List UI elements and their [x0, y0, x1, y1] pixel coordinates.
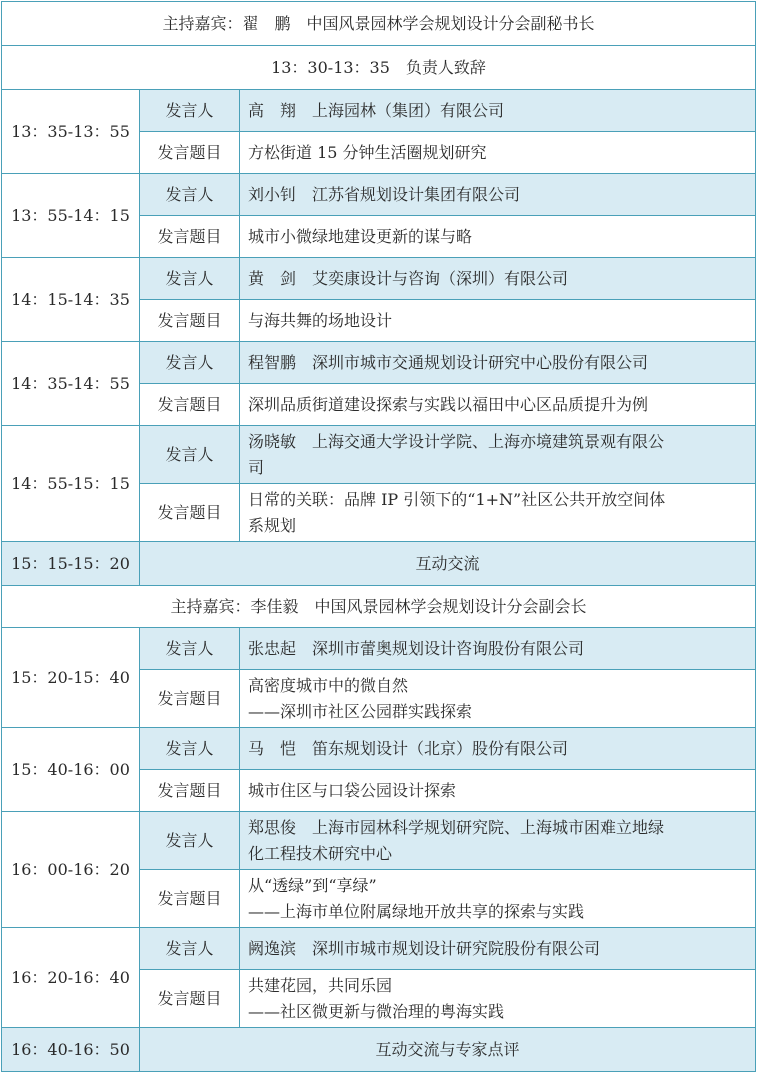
topic-title [240, 770, 756, 812]
speaker-name [240, 628, 756, 670]
schedule-body [2, 2, 756, 1072]
break-1-row [2, 542, 756, 586]
topic-title-line: 日常的关联：品牌 IP 引领下的“1+N”社区公共开放空间体 [248, 489, 666, 509]
session-speaker-row [2, 628, 756, 670]
session-time: 15：20-15：40 [2, 628, 140, 728]
break-1-time: 15：15-15：20 [2, 542, 140, 586]
topic-label: 发言题目 [140, 770, 240, 812]
speaker-name [240, 812, 756, 870]
speaker-label: 发言人 [140, 174, 240, 216]
topic-title-line: 城市住区与口袋公园设计探索 [248, 780, 457, 800]
speaker-label: 发言人 [140, 426, 240, 484]
topic-title-line: 与海共舞的场地设计 [248, 310, 393, 330]
host-row-1 [2, 2, 756, 46]
topic-title-line: 系规划 [248, 515, 297, 535]
speaker-name-line: 高 翔 上海园林（集团）有限公司 [248, 100, 505, 120]
speaker-name-line: 马 恺 笛东规划设计（北京）股份有限公司 [248, 738, 569, 758]
topic-title-line: ——社区微更新与微治理的粤海实践 [248, 1001, 505, 1021]
session-time: 14：55-15：15 [2, 426, 140, 542]
speaker-label: 发言人 [140, 928, 240, 970]
speaker-name [240, 90, 756, 132]
session-time: 16：00-16：20 [2, 812, 140, 928]
break-2-label: 互动交流与专家点评 [140, 1028, 756, 1072]
speaker-label: 发言人 [140, 258, 240, 300]
speaker-name-line: 张忠起 深圳市蕾奥规划设计咨询股份有限公司 [248, 638, 585, 658]
topic-title-line: 高密度城市中的微自然 [248, 675, 409, 695]
topic-title [240, 300, 756, 342]
session-speaker-row [2, 258, 756, 300]
topic-title [240, 384, 756, 426]
topic-label: 发言题目 [140, 870, 240, 928]
speaker-name-line: 司 [248, 457, 265, 477]
topic-label: 发言题目 [140, 384, 240, 426]
topic-title [240, 216, 756, 258]
speaker-label: 发言人 [140, 90, 240, 132]
speaker-name-line: 刘小钊 江苏省规划设计集团有限公司 [248, 184, 521, 204]
speaker-name [240, 728, 756, 770]
speaker-name [240, 426, 756, 484]
break-1-label: 互动交流 [140, 542, 756, 586]
topic-title-line: 从“透绿”到“享绿” [248, 875, 377, 895]
speaker-name [240, 258, 756, 300]
session-time: 13：35-13：55 [2, 90, 140, 174]
topic-title-line: ——深圳市社区公园群实践探索 [248, 701, 473, 721]
opening-remarks: 13：30-13：35 负责人致辞 [2, 46, 756, 90]
topic-title [240, 870, 756, 928]
session-speaker-row [2, 728, 756, 770]
session-time: 14：15-14：35 [2, 258, 140, 342]
topic-label: 发言题目 [140, 300, 240, 342]
topic-title-line: 共建花园，共同乐园 [248, 975, 393, 995]
speaker-label: 发言人 [140, 628, 240, 670]
host-2: 主持嘉宾：李佳毅 中国风景园林学会规划设计分会副会长 [2, 586, 756, 628]
host-1: 主持嘉宾：翟 鹏 中国风景园林学会规划设计分会副秘书长 [2, 2, 756, 46]
speaker-name-line: 程智鹏 深圳市城市交通规划设计研究中心股份有限公司 [248, 352, 649, 372]
speaker-name-line: 郑思俊 上海市园林科学规划研究院、上海城市困难立地绿 [248, 817, 665, 837]
session-speaker-row [2, 174, 756, 216]
session-speaker-row [2, 928, 756, 970]
speaker-label: 发言人 [140, 342, 240, 384]
speaker-name [240, 174, 756, 216]
topic-title-line: 深圳品质街道建设探索与实践以福田中心区品质提升为例 [248, 394, 649, 414]
topic-title [240, 132, 756, 174]
topic-title [240, 670, 756, 728]
topic-label: 发言题目 [140, 132, 240, 174]
topic-title [240, 484, 756, 542]
speaker-name [240, 342, 756, 384]
break-2-row [2, 1028, 756, 1072]
speaker-name-line: 汤晓敏 上海交通大学设计学院、上海亦境建筑景观有限公 [248, 431, 665, 451]
session-time: 13：55-14：15 [2, 174, 140, 258]
topic-label: 发言题目 [140, 216, 240, 258]
topic-title-line: 城市小微绿地建设更新的谋与略 [248, 226, 473, 246]
host-row-2 [2, 586, 756, 628]
session-speaker-row [2, 426, 756, 484]
topic-title-line: ——上海市单位附属绿地开放共享的探索与实践 [248, 901, 585, 921]
topic-title [240, 970, 756, 1028]
session-time: 16：20-16：40 [2, 928, 140, 1028]
speaker-name-line: 阙逸滨 深圳市城市规划设计研究院股份有限公司 [248, 938, 601, 958]
session-speaker-row [2, 342, 756, 384]
topic-label: 发言题目 [140, 970, 240, 1028]
speaker-label: 发言人 [140, 812, 240, 870]
schedule-table [1, 1, 756, 1072]
session-speaker-row [2, 812, 756, 870]
speaker-label: 发言人 [140, 728, 240, 770]
break-2-time: 16：40-16：50 [2, 1028, 140, 1072]
speaker-name-line: 化工程技术研究中心 [248, 843, 393, 863]
session-speaker-row [2, 90, 756, 132]
session-time: 14：35-14：55 [2, 342, 140, 426]
session-time: 15：40-16：00 [2, 728, 140, 812]
speaker-name [240, 928, 756, 970]
topic-label: 发言题目 [140, 670, 240, 728]
opening-row [2, 46, 756, 90]
topic-title-line: 方松街道 15 分钟生活圈规划研究 [248, 142, 487, 162]
topic-label: 发言题目 [140, 484, 240, 542]
speaker-name-line: 黄 剑 艾奕康设计与咨询（深圳）有限公司 [248, 268, 569, 288]
